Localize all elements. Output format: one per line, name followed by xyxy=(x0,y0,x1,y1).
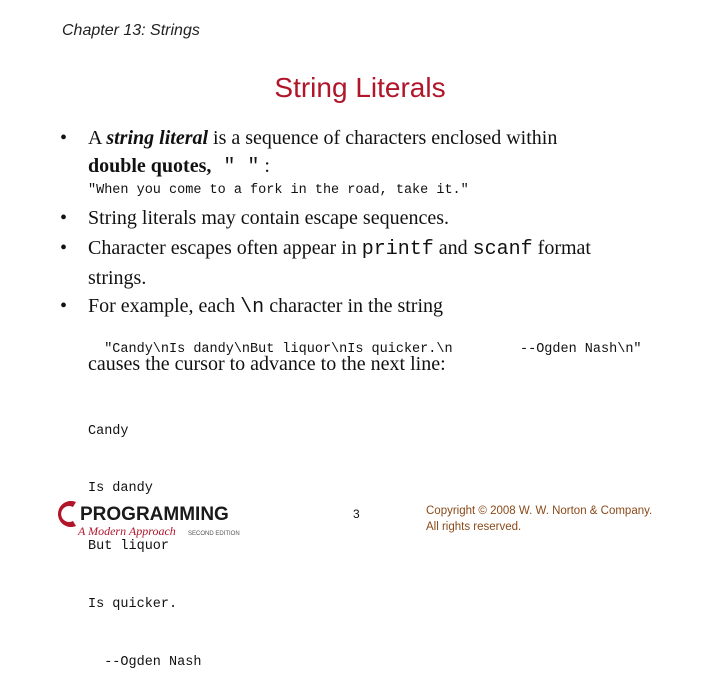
bullet-text: and xyxy=(433,237,473,259)
bullet-text: : xyxy=(259,155,270,177)
quotes-glyph: " " xyxy=(211,156,260,179)
output-line: --Ogden Nash xyxy=(88,655,202,671)
output-line: Is dandy xyxy=(88,481,153,497)
bullet-text: A xyxy=(88,127,107,149)
bullet-dot: • xyxy=(60,207,68,229)
c-programming-logo xyxy=(56,496,276,540)
code-example-2-part1: "Candy\nIs dandy\nBut liquor\nIs quicker.\n xyxy=(104,342,453,357)
bullet-text: causes the cursor to advance to the next line: xyxy=(88,353,446,375)
page-number: 3 xyxy=(353,507,360,521)
code-printf: printf xyxy=(361,238,434,261)
copyright-line: All rights reserved. xyxy=(426,521,522,533)
bullet-dot: • xyxy=(60,127,68,149)
copyright xyxy=(426,503,652,535)
logo-edition-text: SECOND EDITION xyxy=(188,531,240,537)
code-scanf: scanf xyxy=(472,238,533,261)
bullet-text: format xyxy=(532,237,591,259)
bullet-text: String literals may contain escape sequences. xyxy=(88,207,449,229)
chapter-header: Chapter 13: Strings xyxy=(62,22,200,39)
bullet-text: double quotes, xyxy=(88,155,212,177)
bullet-text: is a sequence of characters enclosed within xyxy=(208,127,558,149)
output-line: Candy xyxy=(88,423,129,439)
slide-title: String Literals xyxy=(274,72,446,103)
bullet-dot: • xyxy=(60,237,68,259)
code-example-1: "When you come to a fork in the road, take it." xyxy=(88,183,469,198)
code-newline: \n xyxy=(240,296,265,319)
bullet-text: character in the string xyxy=(264,295,443,317)
c-logo-icon xyxy=(58,501,76,527)
bullet-dot: • xyxy=(60,295,68,317)
output-line: Is quicker. xyxy=(88,597,178,613)
term-string-literal: string literal xyxy=(106,127,209,149)
bullet-text: strings. xyxy=(88,267,147,289)
copyright-line: Copyright © 2008 W. W. Norton & Company. xyxy=(426,505,653,517)
bullet-text: For example, each xyxy=(88,295,241,317)
bullet-text: Character escapes often appear in xyxy=(88,237,362,259)
code-example-2-part2: --Ogden Nash\n" xyxy=(520,342,642,357)
logo-sub-text: A Modern Approach xyxy=(78,524,176,538)
logo-main-text: PROGRAMMING xyxy=(80,504,229,525)
output-line: But liquor xyxy=(88,539,170,555)
